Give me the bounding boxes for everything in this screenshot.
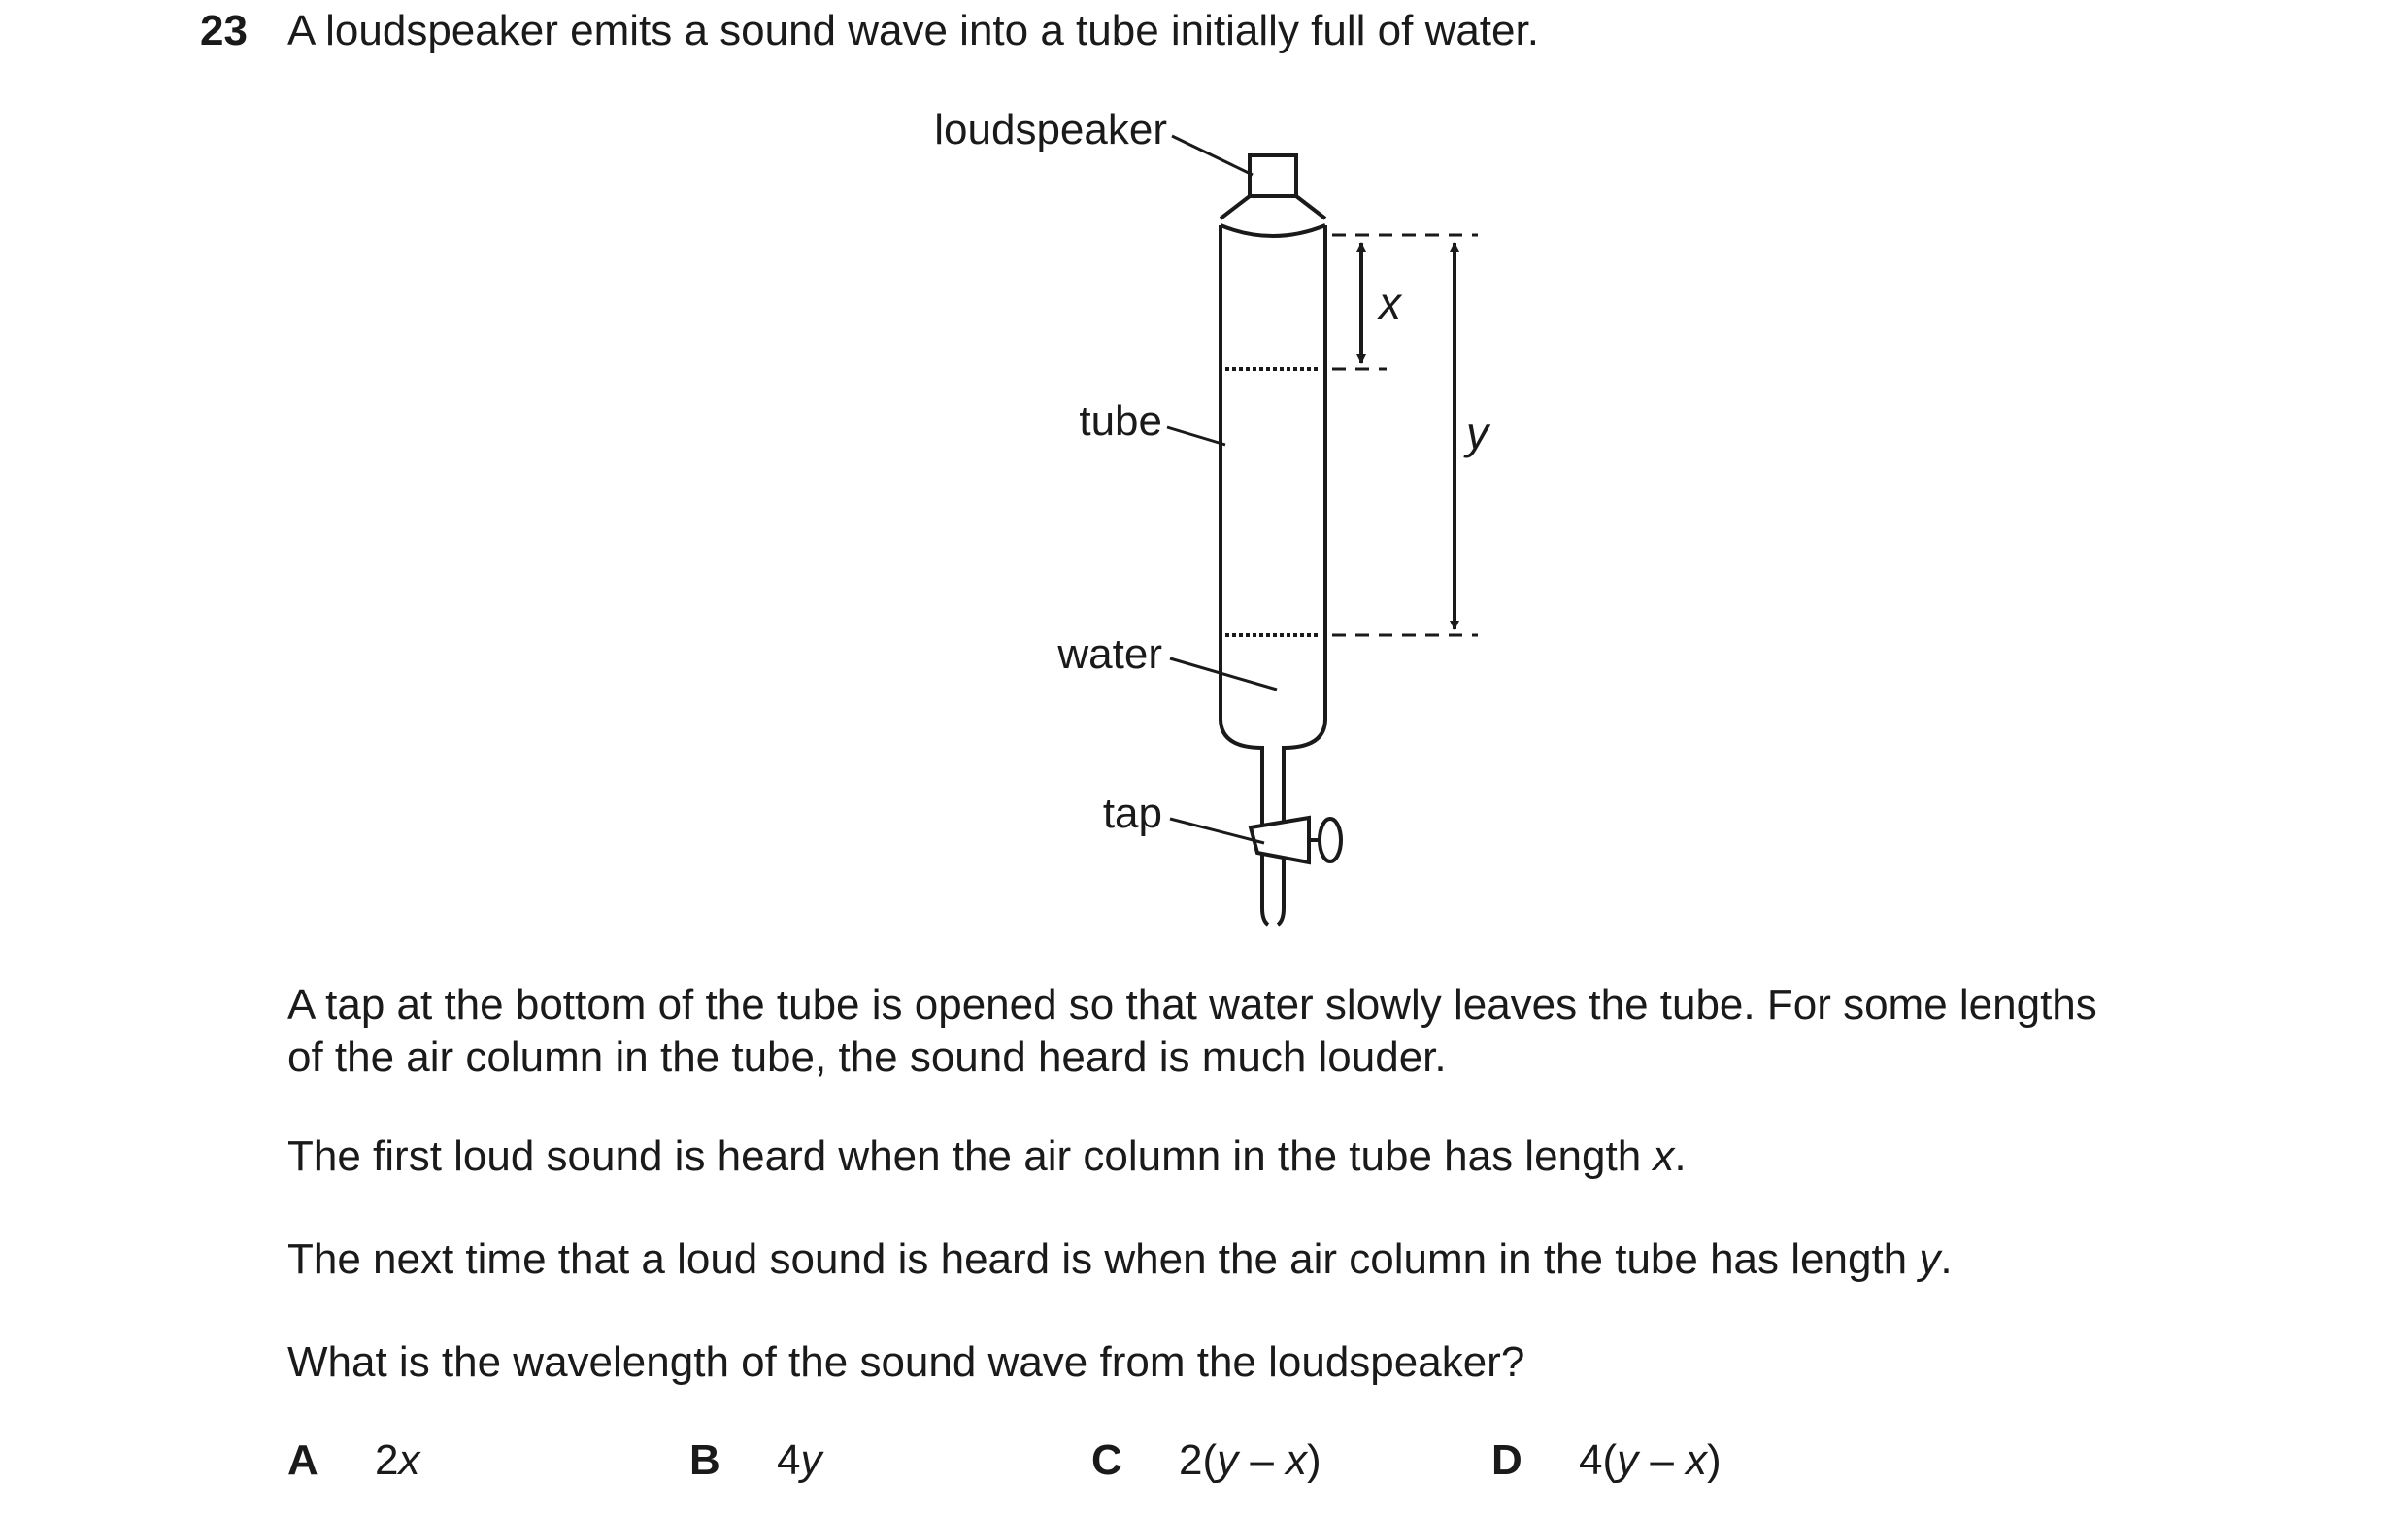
option-letter: B [689,1436,720,1484]
option-letter: A [287,1436,318,1484]
option-variable: y [1617,1436,1639,1484]
paragraph-text: The next time that a loud sound is heard is when the air column in the tube has length [287,1235,1920,1283]
paragraph-text: The first loud sound is heard when the air column in the tube has length [287,1132,1654,1180]
paragraph-line: of the air column in the tube, the sound heard is much louder. [287,1033,1447,1081]
question-prompt: What is the wavelength of the sound wave from the loudspeaker? [287,1338,1525,1386]
paragraph-tap-opened [287,979,2097,1084]
paragraph-first-loud-sound [287,1130,1687,1183]
option-variable: y [800,1436,822,1484]
paragraph-end: . [1674,1132,1687,1180]
x-label: x [1379,278,1401,328]
question-stem: A loudspeaker emits a sound wave into a tube initially full of water. [287,7,1539,54]
option-a[interactable] [287,1432,419,1490]
option-part: ) [1707,1436,1722,1484]
option-part: 4( [1579,1436,1618,1484]
y-label: y [1466,408,1488,458]
variable-y: y [1919,1235,1941,1283]
variable-x: x [1653,1132,1675,1180]
water-label: water [1057,630,1162,678]
option-c[interactable] [1091,1432,1321,1490]
loudspeaker-label: loudspeaker [934,106,1167,153]
paragraph-end: . [1940,1235,1953,1283]
paragraph-next-loud-sound [287,1233,1953,1286]
tap-label: tap [1102,790,1162,837]
option-part: 2 [375,1436,399,1484]
tube-label: tube [1079,397,1162,445]
option-part: ) [1307,1436,1321,1484]
option-b[interactable] [689,1432,821,1490]
option-variable: x [398,1436,420,1484]
option-letter: D [1491,1436,1522,1484]
option-part: 4 [777,1436,801,1484]
option-part: – [1638,1436,1687,1484]
question-number: 23 [200,7,248,54]
option-variable: y [1217,1436,1239,1484]
tap-icon [1251,818,1341,862]
option-letter: C [1091,1436,1122,1484]
loudspeaker-icon [1221,155,1325,219]
option-d[interactable] [1491,1432,1722,1490]
option-part: 2( [1179,1436,1218,1484]
option-part: – [1238,1436,1287,1484]
paragraph-line: A tap at the bottom of the tube is opened so that water slowly leaves the tube. For some lengths [287,981,2097,1028]
option-variable: x [1286,1436,1308,1484]
option-variable: x [1686,1436,1708,1484]
